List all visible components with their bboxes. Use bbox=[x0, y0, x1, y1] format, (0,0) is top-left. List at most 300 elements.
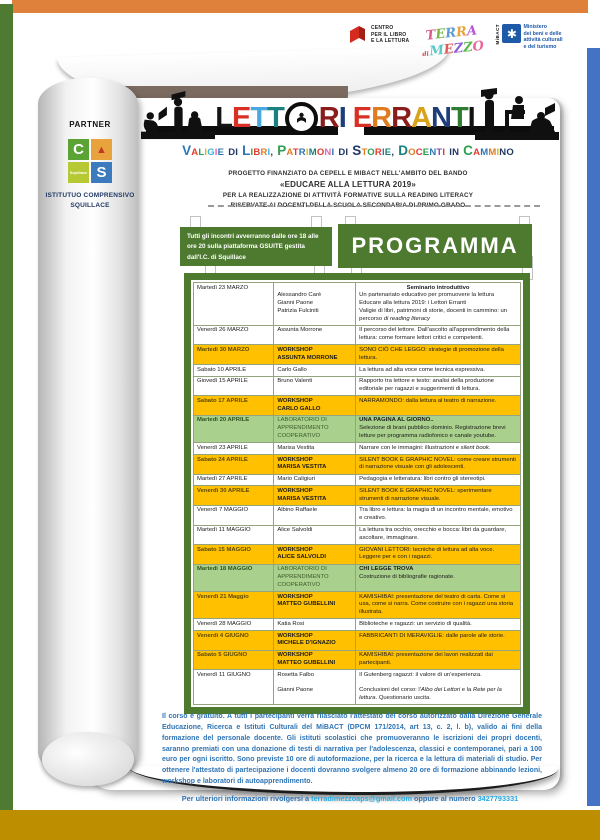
program-table bbox=[191, 280, 523, 707]
speaker-cell bbox=[274, 650, 356, 670]
colored-letter: I bbox=[235, 147, 239, 158]
description-cell bbox=[356, 365, 521, 377]
subtitle-word bbox=[182, 142, 224, 160]
date-cell: Venerdì 7 MAGGIO bbox=[194, 505, 274, 525]
speaker-line: Alice Salvoldi bbox=[277, 527, 313, 534]
speaker-cell bbox=[274, 525, 356, 545]
speaker-line: MARISA VESTITA bbox=[277, 464, 327, 471]
table-row bbox=[194, 365, 521, 377]
colored-letter: D bbox=[228, 147, 236, 158]
colored-letter: N bbox=[499, 147, 507, 158]
colored-letter: G bbox=[207, 147, 215, 158]
colored-letter: D bbox=[338, 147, 346, 158]
colored-letter: R bbox=[260, 147, 268, 158]
description-line bbox=[359, 566, 517, 574]
description-cell bbox=[356, 564, 521, 591]
desc-segment: di reading literacy bbox=[383, 315, 430, 322]
description-line bbox=[359, 507, 517, 523]
colored-letter: M bbox=[480, 147, 489, 158]
colored-letter: O bbox=[408, 147, 416, 158]
desc-segment: . Questionario uscita. bbox=[375, 695, 431, 702]
speaker-cell bbox=[274, 415, 356, 442]
cepell-line: CENTRO bbox=[371, 25, 394, 32]
mibact-vertical-label: MiBACT bbox=[495, 24, 501, 45]
date-cell: Sabato 24 APRILE bbox=[194, 455, 274, 475]
title-letter: T bbox=[267, 102, 284, 135]
speaker-cell bbox=[274, 396, 356, 416]
description-line bbox=[359, 327, 517, 343]
speaker-line: Mario Caligiuri bbox=[277, 476, 315, 483]
colored-letter: L bbox=[198, 147, 205, 158]
desc-segment: Tra libro e lettura: la magia di un incontro mentale, emotivo e creativo. bbox=[359, 507, 513, 522]
date-cell: Martedì 30 MARZO bbox=[194, 345, 274, 365]
speaker-cell bbox=[274, 325, 356, 345]
title-letter: R bbox=[391, 102, 412, 135]
desc-segment: SONO CIÒ CHE LEGGO: strategie di promozione della lettura. bbox=[359, 346, 504, 361]
desc-segment: NARRAMONDO: dalla lettura al teatro di narrazione. bbox=[359, 397, 497, 404]
description-cell bbox=[356, 486, 521, 506]
speaker-line: MATTEO GUBELLINI bbox=[277, 601, 336, 608]
desc-segment: Il percorso del lettore. Dall'ascolto all'apprendimento della lettura: come formare lettori critici e competenti. bbox=[359, 327, 510, 342]
speaker-line bbox=[277, 285, 352, 293]
title-letter: A bbox=[411, 102, 431, 135]
colored-letter: T bbox=[436, 147, 443, 158]
programma-title: PROGRAMMA bbox=[351, 233, 519, 258]
description-cell bbox=[356, 325, 521, 345]
date-cell: Venerdì 28 MAGGIO bbox=[194, 619, 274, 631]
speaker-line: COOPERATIVO bbox=[277, 581, 321, 588]
table-row bbox=[194, 283, 521, 326]
description-line bbox=[359, 621, 517, 629]
desc-segment: Selezione di brani pubblico dominio. Registrazione brevi letture per programma radiofonico e canale youtube. bbox=[359, 425, 506, 439]
date-cell: Venerdì 4 GIUGNO bbox=[194, 631, 274, 651]
desc-segment: La lettura tra occhio, orecchio e bocca: libri da guardare, ascoltare, immaginare. bbox=[359, 527, 507, 541]
colored-letter: P bbox=[277, 143, 287, 158]
partner-organization-name: ISTITUTUO COMPRENSIVO SQUILLACE bbox=[45, 192, 135, 209]
cepell-line: PER IL LIBRO bbox=[371, 31, 407, 38]
speaker-cell bbox=[274, 365, 356, 377]
desc-segment: GIOVANI LETTORI: tecniche di lettura ad alta voce. Leggere per e con i ragazzi. bbox=[359, 546, 495, 561]
speaker-line: WORKSHOP bbox=[277, 346, 313, 353]
frame-right-bar bbox=[587, 48, 600, 806]
date-cell: Martedì 18 MAGGIO bbox=[194, 564, 274, 591]
terra-di-label: di bbox=[422, 50, 430, 59]
table-row bbox=[194, 325, 521, 345]
frame-bottom-bar bbox=[0, 810, 600, 840]
colored-letter: R bbox=[455, 24, 468, 41]
colored-letter: M bbox=[488, 147, 497, 158]
speaker-cell bbox=[274, 631, 356, 651]
subtitle-word bbox=[449, 142, 459, 160]
title-o-reading-person-icon bbox=[285, 102, 318, 135]
desc-segment: Narrare con le immagini: illustrazioni e bbox=[359, 444, 461, 451]
title-letter: N bbox=[431, 102, 451, 135]
subtitle bbox=[138, 142, 558, 160]
description-line bbox=[359, 574, 517, 582]
speaker-line: Marisa Vestita bbox=[277, 444, 315, 451]
table-row bbox=[194, 486, 521, 506]
speaker-line: WORKSHOP bbox=[277, 546, 313, 553]
desc-segment: Rete per la lettura bbox=[359, 687, 502, 702]
colored-letter: B bbox=[253, 147, 261, 158]
table-row bbox=[194, 670, 521, 705]
date-cell: Sabato 10 APRILE bbox=[194, 365, 274, 377]
speaker-cell bbox=[274, 592, 356, 619]
contact-line bbox=[130, 794, 570, 803]
desc-segment: Albo dei Lettori bbox=[420, 687, 461, 694]
speaker-line: WORKSHOP bbox=[277, 632, 313, 639]
speaker-line: Alessandro Carè bbox=[277, 292, 322, 299]
cs-logo-c: C bbox=[68, 139, 89, 160]
description-cell bbox=[356, 631, 521, 651]
speaker-line bbox=[277, 680, 352, 688]
speaker-line: MATTEO GUBELLINI bbox=[277, 659, 336, 666]
date-cell: Venerdì 26 MARZO bbox=[194, 325, 274, 345]
description-line bbox=[359, 425, 517, 441]
subtitle-word bbox=[463, 142, 514, 160]
table-row bbox=[194, 396, 521, 416]
frame-left-bar bbox=[0, 4, 13, 810]
contact-prefix: Per ulteriori informazioni rivolgersi a bbox=[181, 794, 312, 803]
desc-segment: silent book bbox=[460, 444, 489, 451]
colored-letter: I bbox=[449, 147, 453, 158]
colored-letter: M bbox=[429, 42, 446, 60]
speaker-cell bbox=[274, 545, 356, 565]
contact-email-link[interactable]: terradimezzoaps@gmail.com bbox=[311, 794, 412, 803]
description-cell bbox=[356, 376, 521, 396]
speaker-line: Gianni Paone bbox=[277, 300, 314, 307]
title-letter: R bbox=[371, 102, 392, 135]
desc-segment: La lettura ad alta voce come tecnica espressiva. bbox=[359, 366, 485, 373]
speaker-cell bbox=[274, 455, 356, 475]
speaker-cell bbox=[274, 564, 356, 591]
desc-segment: CHI LEGGE TROVA bbox=[359, 566, 414, 573]
description-line bbox=[359, 672, 517, 680]
project-line: RISERVATE AI DOCENTI DELLA SCUOLA SECONDARIA DI PRIMO GRADO bbox=[230, 201, 466, 209]
subtitle-word bbox=[277, 142, 334, 160]
istituto-comprensivo-logo bbox=[68, 139, 112, 183]
date-cell: Giovedì 15 APRILE bbox=[194, 376, 274, 396]
title-letter: E bbox=[352, 102, 372, 135]
speaker-line: CARLO GALLO bbox=[277, 405, 321, 412]
colored-letter: O bbox=[472, 38, 486, 55]
desc-segment: SILENT BOOK E GRAPHIC NOVEL: sperimentare strumenti di narrazione visuale. bbox=[359, 487, 492, 502]
table-row bbox=[194, 619, 521, 631]
description-cell bbox=[356, 545, 521, 565]
date-cell: Venerdì 30 APRILE bbox=[194, 486, 274, 506]
description-line bbox=[359, 308, 517, 324]
title-letters bbox=[215, 102, 474, 140]
speaker-cell bbox=[274, 376, 356, 396]
colored-letter: Z bbox=[453, 40, 465, 57]
colored-letter: I bbox=[305, 147, 309, 158]
desc-segment: KAMISHIBAI: presentazione dei lavori realizzati dai partecipanti. bbox=[359, 652, 493, 666]
cs-logo-flame-icon: ▲ bbox=[91, 139, 112, 160]
title-letter: E bbox=[232, 102, 251, 135]
colored-letter: E bbox=[217, 147, 225, 158]
table-row bbox=[194, 525, 521, 545]
colored-letter: , bbox=[391, 147, 395, 158]
colored-letter: O bbox=[316, 147, 325, 158]
speaker-line: LABORATORIO DI bbox=[277, 566, 327, 573]
table-row bbox=[194, 505, 521, 525]
speaker-line: WORKSHOP bbox=[277, 397, 313, 404]
description-line bbox=[359, 292, 517, 300]
colored-letter: S bbox=[352, 143, 362, 158]
program-table-frame bbox=[184, 273, 530, 714]
colored-letter: C bbox=[463, 143, 474, 158]
speaker-cell bbox=[274, 283, 356, 326]
speaker-cell bbox=[274, 474, 356, 486]
description-cell bbox=[356, 455, 521, 475]
title-letter: I bbox=[338, 102, 346, 135]
desc-segment: Rapporto tra lettore e testo: analisi della produzione editoriale per ragazzi e suggerimenti di lettura. bbox=[359, 378, 495, 393]
colored-letter: R bbox=[298, 147, 306, 158]
colored-letter: N bbox=[429, 147, 437, 158]
contact-middle: oppure al numero bbox=[411, 794, 478, 803]
desc-segment: UNA PAGINA AL GIORNO.. bbox=[359, 417, 434, 424]
mibact-emblem-icon: ✱ bbox=[502, 24, 521, 43]
colored-letter: R bbox=[444, 25, 458, 42]
desc-segment: Pedagogia e letteratura: libri contro gli stereotipi. bbox=[359, 476, 486, 483]
speaker-line: WORKSHOP bbox=[277, 487, 313, 494]
title-letter: T bbox=[250, 102, 268, 135]
date-cell: Sabato 5 GIUGNO bbox=[194, 650, 274, 670]
date-cell: Martedì 11 MAGGIO bbox=[194, 525, 274, 545]
cepell-book-icon bbox=[348, 24, 368, 46]
mibact-logo bbox=[495, 24, 562, 50]
colored-letter: V bbox=[182, 143, 192, 158]
frame-top-bar bbox=[12, 0, 588, 13]
table-row bbox=[194, 415, 521, 442]
title-letter: I bbox=[467, 102, 475, 135]
description-line bbox=[359, 488, 517, 504]
description-line bbox=[359, 347, 517, 363]
speaker-line: Assunta Morrone bbox=[277, 327, 323, 334]
desc-segment: Educare alla lettura 2019: i Lettori Erranti bbox=[359, 300, 467, 307]
date-cell: Sabato 17 APRILE bbox=[194, 396, 274, 416]
speaker-line: Albino Raffaele bbox=[277, 507, 318, 514]
speaker-line: WORKSHOP bbox=[277, 593, 313, 600]
desc-segment: Conclusioni del corso: l' bbox=[359, 687, 421, 694]
colored-letter: Z bbox=[462, 39, 474, 56]
colored-letter: I bbox=[250, 147, 254, 158]
description-line bbox=[359, 594, 517, 617]
cepell-line: E LA LETTURA bbox=[371, 38, 410, 45]
logo-row bbox=[348, 23, 584, 60]
course-info-paragraph: Il corso è gratuito. A tutti i partecipanti verrà rilasciato l'attestato del corso autorizzato dalla Direzione Generale Educazione, Ricerca e Istituti Culturali del MiBACT (DPCM 171/2014, art 13, c. 2, l. b), valido ai fini della formazione del personale docente. Gli istituti scolastici che promuoveranno le iscrizioni dei propri docenti, saranno premiati con una donazione di testi di narrativa per l'adolescenza, classici e contemporanei, pari a 100 euro per ogni iscritto. Sono previste 10 ore di autoformazione, per la ricerca e la lettura di materiali di studio. Per ottenere l'attestato di partecipazione i docenti dovranno svolgere almeno 20 ore di formazione abbinando lezioni, workshop e laboratori di autoapprendimento. bbox=[162, 713, 542, 786]
description-line bbox=[359, 457, 517, 473]
speaker-cell bbox=[274, 345, 356, 365]
cs-logo-s: S bbox=[91, 162, 112, 183]
speaker-cell bbox=[274, 505, 356, 525]
speaker-cell bbox=[274, 619, 356, 631]
readers-silhouette-right bbox=[475, 88, 559, 140]
description-cell bbox=[356, 670, 521, 705]
speaker-line: WORKSHOP bbox=[277, 456, 313, 463]
table-row bbox=[194, 345, 521, 365]
table-row bbox=[194, 631, 521, 651]
desc-segment: Valigie di libri, patrimoni di storie, docenti in cammino: un percorso bbox=[359, 307, 508, 322]
table-row bbox=[194, 592, 521, 619]
title-letter: R bbox=[318, 102, 339, 135]
book-rolled-page-end bbox=[42, 732, 134, 786]
description-line bbox=[359, 547, 517, 563]
colored-letter: O bbox=[506, 147, 514, 158]
table-row bbox=[194, 455, 521, 475]
description-line bbox=[359, 417, 517, 425]
description-cell bbox=[356, 283, 521, 326]
colored-letter: E bbox=[422, 147, 430, 158]
description-line bbox=[359, 680, 517, 688]
speaker-line: Carlo Gallo bbox=[277, 366, 307, 373]
colored-letter: E bbox=[384, 147, 392, 158]
colored-letter: A bbox=[286, 147, 293, 158]
date-cell: Martedì 27 APRILE bbox=[194, 474, 274, 486]
partner-label: PARTNER bbox=[69, 120, 111, 129]
description-cell bbox=[356, 443, 521, 455]
description-line bbox=[359, 652, 517, 668]
colored-letter: , bbox=[270, 147, 274, 158]
mibact-line: e del turismo bbox=[523, 43, 557, 50]
mibact-line: attività culturali bbox=[523, 37, 563, 44]
desc-segment: FABBRICANTI DI MERAVIGLIE: dalle parole alle storie. bbox=[359, 632, 505, 639]
speaker-line: APPRENDIMENTO bbox=[277, 425, 329, 432]
date-cell: Venerdì 21 Maggio bbox=[194, 592, 274, 619]
table-row bbox=[194, 650, 521, 670]
table-row bbox=[194, 474, 521, 486]
speaker-line: APPRENDIMENTO bbox=[277, 573, 329, 580]
readers-silhouette-left bbox=[141, 90, 215, 140]
description-cell bbox=[356, 650, 521, 670]
desc-segment: e la bbox=[460, 687, 473, 694]
table-row bbox=[194, 545, 521, 565]
colored-letter: A bbox=[191, 147, 199, 158]
desc-segment: Un partenariato educativo per promuovere la lettura bbox=[359, 292, 495, 299]
colored-letter: I bbox=[496, 147, 500, 158]
desc-segment: Seminario introduttivo bbox=[406, 284, 470, 291]
date-cell: Martedì 20 APRILE bbox=[194, 415, 274, 442]
subtitle-word bbox=[352, 142, 394, 160]
speaker-line: ASSUNTA MORRONE bbox=[277, 354, 338, 361]
description-line bbox=[359, 633, 517, 641]
date-cell: Martedì 23 MARZO bbox=[194, 283, 274, 326]
speaker-cell bbox=[274, 670, 356, 705]
colored-letter: N bbox=[452, 147, 460, 158]
description-line bbox=[359, 527, 517, 543]
description-cell bbox=[356, 592, 521, 619]
colored-letter: L bbox=[242, 143, 251, 158]
colored-letter: M bbox=[308, 147, 317, 158]
terra-di-mezzo-logo bbox=[420, 21, 485, 59]
colored-letter: E bbox=[435, 26, 447, 43]
speaker-cell bbox=[274, 486, 356, 506]
cs-logo-town: Squillace bbox=[68, 162, 89, 183]
description-cell bbox=[356, 505, 521, 525]
project-line: PER LA REALIZZAZIONE DI ATTIVITÀ FORMATIVE SULLA READING LITERACY bbox=[222, 192, 474, 200]
speaker-line: Rosetta Falbo bbox=[277, 671, 314, 678]
desc-segment: Costruzione di bibliografie ragionate. bbox=[359, 573, 455, 580]
speaker-line: COOPERATIVO bbox=[277, 433, 321, 439]
subtitle-word bbox=[228, 142, 238, 160]
description-cell bbox=[356, 474, 521, 486]
project-bando-title: «EDUCARE ALLA LETTURA 2019» bbox=[279, 179, 417, 189]
description-line bbox=[359, 687, 517, 703]
speaker-line: LABORATORIO DI bbox=[277, 417, 327, 424]
speaker-line: Bruno Valenti bbox=[277, 378, 313, 385]
description-line bbox=[359, 300, 517, 308]
title-banner bbox=[146, 84, 554, 140]
date-cell: Sabato 15 MAGGIO bbox=[194, 545, 274, 565]
mibact-line: Ministero bbox=[523, 24, 547, 30]
table-row bbox=[194, 564, 521, 591]
date-cell: Venerdì 11 GIUGNO bbox=[194, 670, 274, 705]
description-line bbox=[359, 378, 517, 394]
cepell-logo bbox=[348, 24, 409, 46]
colored-letter: T bbox=[292, 147, 299, 158]
colored-letter: I bbox=[204, 147, 208, 158]
description-cell bbox=[356, 619, 521, 631]
date-cell: Venerdì 23 APRILE bbox=[194, 443, 274, 455]
desc-segment: SILENT BOOK E GRAPHIC NOVEL: come creare strumenti di narrazione visuale con gli adolescenti. bbox=[359, 456, 516, 471]
desc-segment: . bbox=[488, 444, 491, 451]
speaker-line: MARISA VESTITA bbox=[277, 495, 327, 502]
schedule-note-box: Tutti gli incontri avverranno dalle ore 18 alle ore 20 sulla piattaforma GSUITE gestita dall'I.C. di Squillace bbox=[180, 227, 332, 266]
speaker-line: Patrizia Fulciniti bbox=[277, 307, 319, 314]
speaker-line: WORKSHOP bbox=[277, 652, 313, 659]
subtitle-word bbox=[398, 142, 445, 160]
description-line bbox=[359, 476, 517, 484]
description-cell bbox=[356, 396, 521, 416]
colored-letter: N bbox=[324, 147, 332, 158]
contact-phone: 3427793331 bbox=[477, 794, 519, 803]
colored-letter: T bbox=[361, 147, 368, 158]
colored-letter: A bbox=[473, 147, 481, 158]
colored-letter: O bbox=[367, 147, 375, 158]
mibact-line: dei beni e delle bbox=[523, 30, 562, 37]
colored-letter: I bbox=[442, 147, 446, 158]
colored-letter: E bbox=[443, 41, 455, 58]
desc-segment: Il Gutenberg ragazzi: il valore di un'esperienza. bbox=[359, 671, 482, 678]
description-cell bbox=[356, 345, 521, 365]
program-table-body bbox=[194, 283, 521, 705]
title-letter: L bbox=[215, 102, 232, 135]
description-line bbox=[359, 445, 517, 453]
speaker-line: Katia Rosi bbox=[277, 620, 305, 627]
colored-letter: I bbox=[381, 147, 385, 158]
programma-header-box bbox=[338, 224, 532, 268]
colored-letter: T bbox=[425, 27, 437, 44]
colored-letter: I bbox=[267, 147, 271, 158]
project-line: PROGETTO FINANZIATO DA CEPELL E MIBACT NELL'AMBITO DEL BANDO bbox=[228, 170, 468, 177]
colored-letter: C bbox=[415, 147, 423, 158]
page-dashed-line bbox=[208, 205, 540, 207]
speaker-line: ALICE SALVOLDI bbox=[277, 554, 326, 561]
colored-letter: R bbox=[374, 147, 382, 158]
description-line bbox=[359, 285, 517, 293]
speaker-cell bbox=[274, 443, 356, 455]
table-row bbox=[194, 443, 521, 455]
description-line bbox=[359, 398, 517, 406]
colored-letter: I bbox=[214, 147, 218, 158]
colored-letter: I bbox=[331, 147, 335, 158]
speaker-line: Gianni Paone bbox=[277, 687, 314, 694]
table-row bbox=[194, 376, 521, 396]
subtitle-word bbox=[242, 142, 273, 160]
title-letter: T bbox=[450, 102, 468, 135]
description-cell bbox=[356, 525, 521, 545]
desc-segment: KAMISHIBAI: presentazione del teatro di carta. Come si usa, come si narra. Come costruire con i ragazzi una storia illustrata. bbox=[359, 593, 514, 616]
